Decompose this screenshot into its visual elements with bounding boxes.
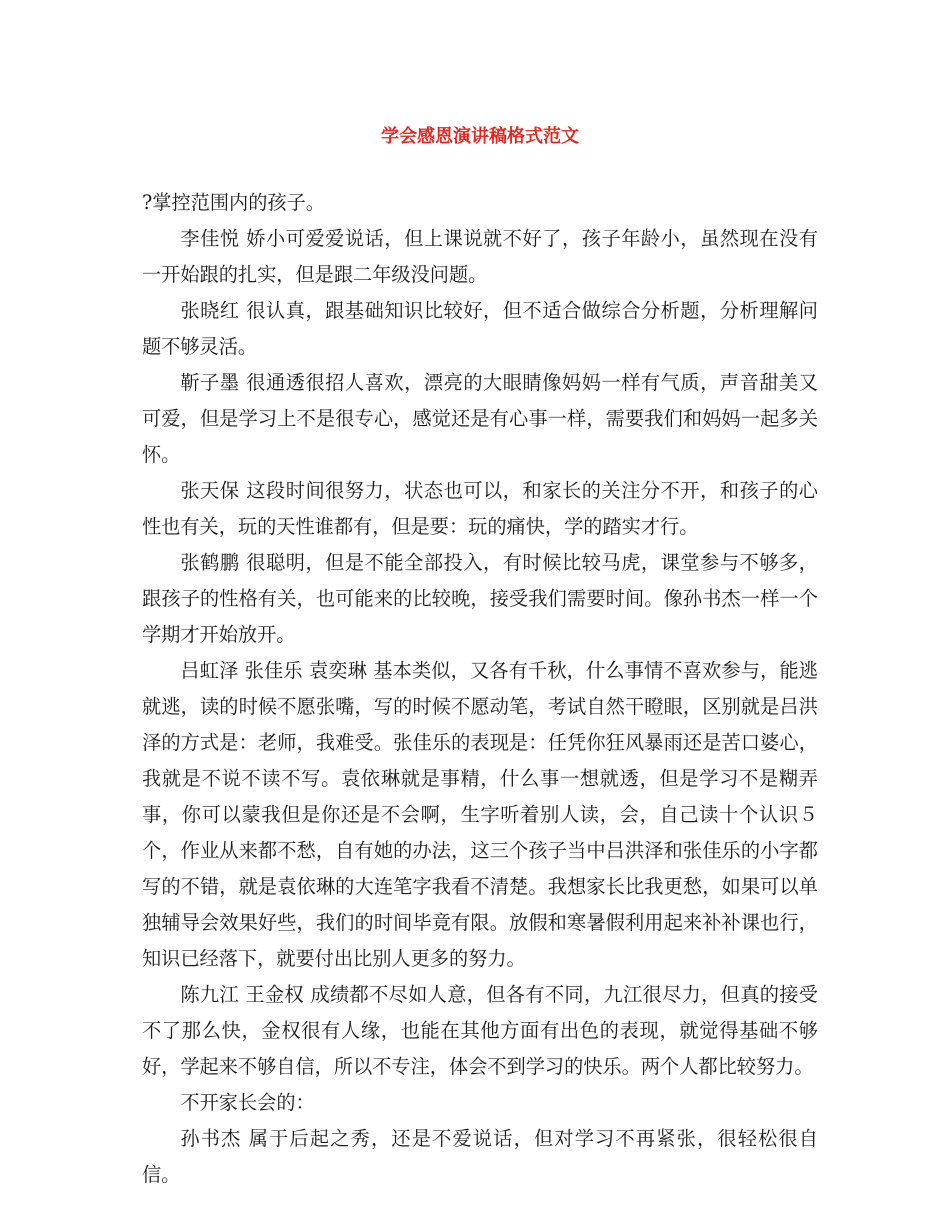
document-title: 学会感恩演讲稿格式范文 <box>381 126 579 147</box>
paragraph: 靳子墨 很通透很招人喜欢，漂亮的大眼睛像妈妈一样有气质，声音甜美又可爱，但是学习上不是很专心，感觉还是有心事一样，需要我们和妈妈一起多关怀。 <box>142 371 818 466</box>
paragraph: 张天保 这段时间很努力，状态也可以，和家长的关注分不开，和孩子的心性也有关，玩的天性谁都有，但是要：玩的痛快，学的踏实才行。 <box>142 479 818 538</box>
paragraph: 张鹤鹏 很聪明，但是不能全部投入，有时候比较马虎，课堂参与不够多，跟孩子的性格有关，也可能来的比较晚，接受我们需要时间。像孙书杰一样一个学期才开始放开。 <box>142 551 818 646</box>
document-body <box>142 185 818 1193</box>
paragraph: 孙书杰 属于后起之秀，还是不爱说话，但对学习不再紧张，很轻松很自信。 <box>142 1127 818 1186</box>
paragraph: 张晓红 很认真，跟基础知识比较好，但不适合做综合分析题，分析理解问题不够灵活。 <box>142 299 818 358</box>
paragraph: 陈九江 王金权 成绩都不尽如人意，但各有不同，九江很尽力，但真的接受不了那么快，金权很有人缘，也能在其他方面有出色的表现，就觉得基础不够好，学起来不够自信，所以不专注，体会不到学习的快乐。两个人都比较努力。 <box>142 983 818 1078</box>
paragraph: 李佳悦 娇小可爱爱说话，但上课说就不好了，孩子年龄小，虽然现在没有一开始跟的扎实，但是跟二年级没问题。 <box>142 227 818 286</box>
paragraph: 吕虹泽 张佳乐 袁奕琳 基本类似，又各有千秋，什么事情不喜欢参与，能逃就逃，读的时候不愿张嘴，写的时候不愿动笔，考试自然干瞪眼，区别就是吕洪泽的方式是：老师，我难受。张佳乐的表现是：任凭你狂风暴雨还是苦口婆心，我就是不说不读不写。袁依琳就是事精，什么事一想就透，但是学习不是糊弄事，你可以蒙我但是你还是不会啊，生字听着别人读，会，自己读十个认识５个，作业从来都不愁，自有她的办法，这三个孩子当中吕洪泽和张佳乐的小字都写的不错，就是袁依琳的大连笔字我看不清楚。我想家长比我更愁，如果可以单独辅导会效果好些，我们的时间毕竟有限。放假和寒暑假利用起来补补课也行，知识已经落下，就要付出比别人更多的努力。 <box>142 659 818 970</box>
paragraph: ?掌控范围内的孩子。 <box>142 191 325 214</box>
paragraph: 不开家长会的： <box>180 1091 315 1114</box>
